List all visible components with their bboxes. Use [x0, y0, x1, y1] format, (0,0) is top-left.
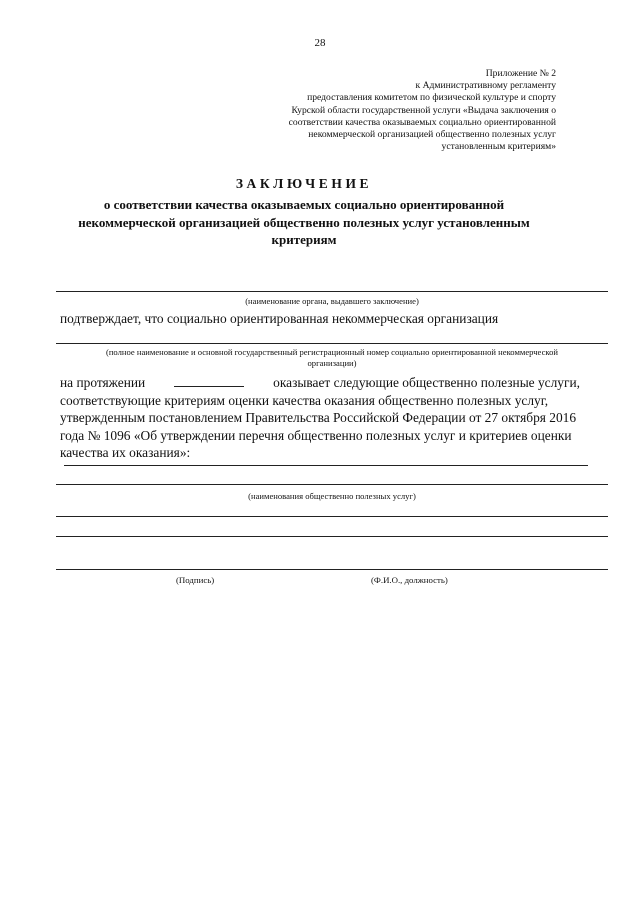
confirms-text: подтверждает, что социально ориентированная некоммерческая организация — [60, 311, 499, 326]
signature-field-line[interactable] — [56, 569, 608, 570]
paragraph-text: утвержденным постановлением Правительства Российской Федерации от 27 октября 2016 — [60, 410, 577, 426]
services-paragraph — [60, 374, 580, 462]
appendix-header — [256, 68, 556, 153]
appendix-line: некоммерческой организацией общественно полезных услуг — [308, 129, 556, 141]
issuing-body-caption: (наименование органа, выдавшего заключение) — [245, 296, 419, 306]
services-field-line[interactable] — [56, 536, 608, 537]
paragraph-text: года № 1096 «Об утверждении перечня общественно полезных услуг и критериев оценки — [60, 427, 572, 443]
document-title: ЗАКЛЮЧЕНИЕ — [235, 176, 373, 191]
organization-caption-line: (полное наименование и основной государственный регистрационный номер социально ориентированной некоммерческой — [105, 347, 559, 357]
page-number: 28 — [314, 37, 326, 49]
signature-caption: (Подпись) — [176, 575, 215, 585]
organization-caption — [56, 347, 608, 369]
paragraph-text: качества их оказания»: — [60, 445, 191, 461]
appendix-line: Курской области государственной услуги «Выдача заключения о — [291, 104, 556, 116]
paragraph-text: на протяжении — [60, 375, 146, 390]
organization-field-line[interactable] — [56, 343, 608, 344]
full-name-caption: (Ф.И.О., должность) — [371, 575, 448, 585]
subtitle-line: некоммерческой организацией общественно полезных услуг установленным — [78, 214, 530, 230]
document-subtitle — [52, 196, 556, 249]
organization-caption-line: организации) — [307, 358, 357, 368]
services-field-line[interactable] — [64, 465, 588, 466]
appendix-line: Приложение № 2 — [485, 68, 556, 79]
paragraph-text: соответствующие критериям оценки качества оказания общественно полезных услуг, — [60, 392, 549, 408]
paragraph-text: оказывает следующие общественно полезные услуги, — [273, 375, 580, 390]
paragraph-line — [60, 409, 580, 427]
paragraph-line — [60, 427, 580, 445]
services-field-line[interactable] — [56, 484, 608, 485]
appendix-line: соответствии качества оказываемых социально ориентированной — [288, 116, 556, 128]
paragraph-line — [60, 392, 580, 410]
paragraph-line — [60, 374, 580, 392]
services-field-line[interactable] — [56, 516, 608, 517]
subtitle-line: о соответствии качества оказываемых социально ориентированной — [103, 197, 505, 212]
appendix-line: установленным критериям» — [441, 141, 556, 153]
appendix-line: к Административному регламенту — [415, 80, 556, 92]
services-caption: (наименования общественно полезных услуг) — [248, 491, 416, 501]
period-blank-field[interactable] — [174, 374, 244, 387]
issuing-body-field-line[interactable] — [56, 291, 608, 292]
appendix-line: предоставления комитетом по физической культуре и спорту — [307, 92, 556, 104]
subtitle-line: критериям — [271, 232, 337, 248]
